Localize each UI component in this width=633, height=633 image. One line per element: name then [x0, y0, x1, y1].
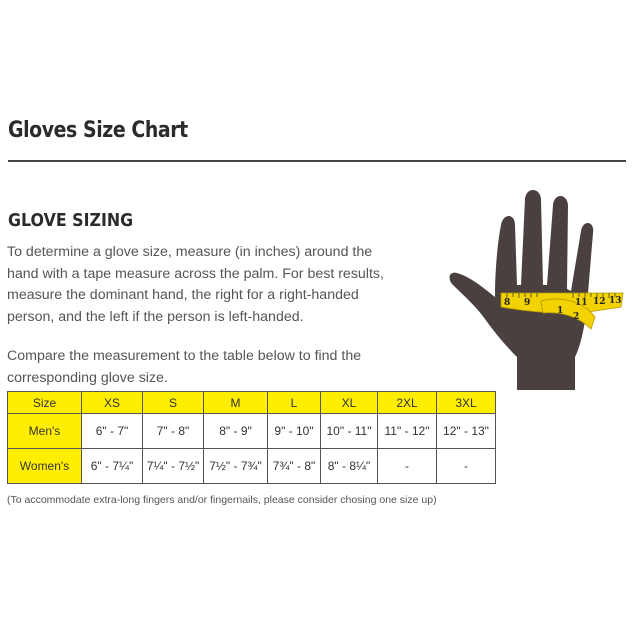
glove-silhouette [450, 190, 594, 390]
table-row [8, 414, 496, 449]
table-header-cell: Size [8, 392, 82, 414]
instructions-paragraph: To determine a glove size, measure (in inches) around the hand with a tape measure across the palm. For best results, measure the dominant hand, the right for a right-handed person, and the left if the person is left-handed. [7, 244, 384, 325]
tape-number: 12 [593, 297, 606, 307]
table-header-cell: S [143, 392, 204, 414]
hand-tape-measure-illustration [445, 185, 630, 395]
table-header-cell: 2XL [378, 392, 437, 414]
table-cell: 9" - 10" [268, 414, 321, 449]
size-table [7, 391, 496, 484]
compare-paragraph: Compare the measurement to the table below to find the corresponding glove size. [7, 348, 362, 386]
tape-number: 11 [575, 298, 588, 308]
table-cell: 7½" - 7¾" [204, 449, 268, 484]
table-cell: 8" - 9" [204, 414, 268, 449]
tape-number: 13 [609, 296, 622, 306]
table-row [8, 449, 496, 484]
table-cell: 6" - 7" [82, 414, 143, 449]
table-header-row [8, 392, 496, 414]
table-header-cell: M [204, 392, 268, 414]
table-header-cell: XL [321, 392, 378, 414]
table-cell: 7¼" - 7½" [143, 449, 204, 484]
table-cell: - [378, 449, 437, 484]
table-cell: 7" - 8" [143, 414, 204, 449]
tape-number: 8 [504, 298, 511, 308]
table-cell: 12" - 13" [437, 414, 496, 449]
row-label-womens: Women's [8, 449, 82, 484]
page-title: Gloves Size Chart [8, 118, 188, 143]
section-heading: GLOVE SIZING [8, 210, 134, 231]
table-header-cell: XS [82, 392, 143, 414]
tape-number: 1 [557, 306, 564, 316]
table-cell: - [437, 449, 496, 484]
table-cell: 7¾" - 8" [268, 449, 321, 484]
table-header-cell: L [268, 392, 321, 414]
table-header-cell: 3XL [437, 392, 496, 414]
row-label-mens: Men's [8, 414, 82, 449]
tape-number: 2 [573, 312, 580, 322]
table-cell: 6" - 7¼" [82, 449, 143, 484]
tape-number: 9 [524, 298, 531, 308]
table-cell: 8" - 8¼" [321, 449, 378, 484]
sizing-note: (To accommodate extra-long fingers and/or fingernails, please consider chosing one size up) [7, 494, 437, 506]
table-cell: 10" - 11" [321, 414, 378, 449]
title-divider [8, 160, 626, 162]
table-cell: 11" - 12" [378, 414, 437, 449]
